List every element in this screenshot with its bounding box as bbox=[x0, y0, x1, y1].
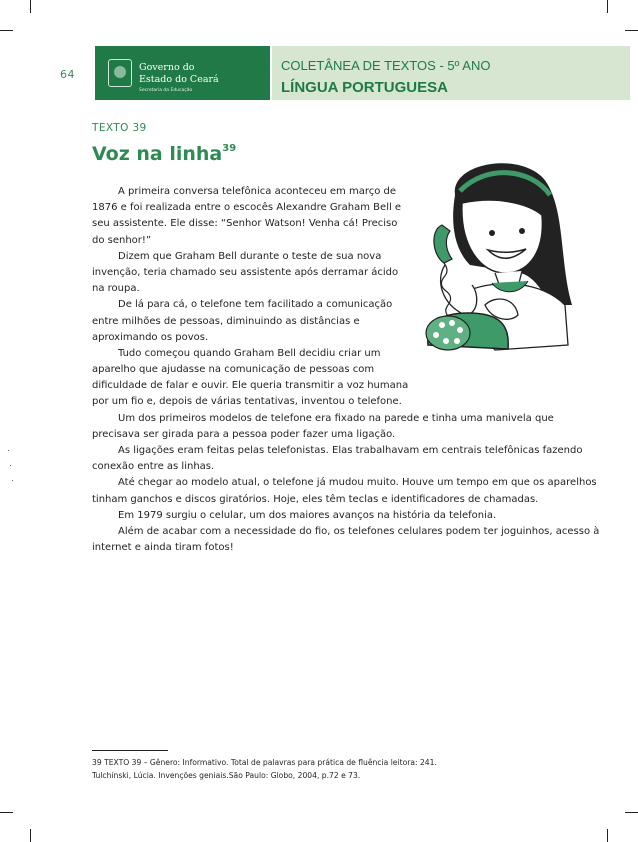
crop-mark bbox=[0, 30, 13, 31]
body-line: do senhor!” bbox=[92, 234, 152, 246]
footnote bbox=[92, 756, 437, 782]
crop-mark bbox=[625, 812, 638, 813]
body-line: seu assistente. Ele disse: “Senhor Watson! Venha cá! Preciso bbox=[92, 218, 398, 230]
crop-mark bbox=[607, 0, 608, 13]
subject-title: LÍNGUA PORTUGUESA bbox=[281, 79, 448, 96]
body-line: De lá para cá, o telefone tem facilitado a comunicação bbox=[118, 299, 393, 311]
text-number-label: TEXTO 39 bbox=[92, 122, 147, 134]
government-logo bbox=[95, 46, 342, 113]
body-line: conexão entre as linhas. bbox=[92, 461, 215, 473]
page-number: 64 bbox=[60, 68, 75, 81]
logo-line: Governo do bbox=[139, 62, 195, 73]
crop-mark bbox=[30, 829, 31, 842]
body-line: precisava ser girada para a pessoa poder fazer uma ligação. bbox=[92, 428, 396, 440]
margin-dot bbox=[12, 480, 13, 481]
title-text: Voz na linha bbox=[92, 143, 223, 165]
body-line: aproximando os povos. bbox=[92, 331, 209, 343]
body-line: Em 1979 surgiu o celular, um dos maiores avanços na história da telefonia. bbox=[118, 509, 497, 521]
paic-badge bbox=[321, 102, 361, 140]
logo-line: Secretaria da Educação bbox=[139, 88, 193, 93]
article-body bbox=[92, 184, 600, 556]
footnote-rule bbox=[92, 750, 168, 751]
body-line: internet e ainda tiram fotos! bbox=[92, 542, 234, 554]
body-line: Tudo começou quando Graham Bell decidiu criar um bbox=[118, 347, 381, 359]
body-line: Até chegar ao modelo atual, o telefone já mudou muito. Houve um tempo em que os aparelhos bbox=[118, 477, 597, 489]
body-line: aparelho que ajudasse na comunicação de pessoas com bbox=[92, 364, 375, 376]
margin-dot bbox=[10, 465, 11, 466]
article-title bbox=[92, 143, 236, 165]
body-line: invenção, teria chamado seu assistente após derramar ácido bbox=[92, 266, 399, 278]
body-line: A primeira conversa telefônica aconteceu em março de bbox=[118, 186, 397, 197]
badge-text: PAIC bbox=[326, 106, 342, 113]
body-line: na roupa. bbox=[92, 283, 140, 295]
body-line: Um dos primeiros modelos de telefone era fixado na parede e tinha uma manivela que bbox=[118, 412, 554, 424]
crop-mark bbox=[625, 30, 638, 31]
header-band bbox=[272, 46, 630, 100]
footnote-line: Tulchinski, Lúcia. Invenções geniais.São Paulo: Globo, 2004, p.72 e 73. bbox=[92, 771, 361, 780]
body-line: Além de acabar com a necessidade do fio, os telefones celulares podem ter joguinhos, acesso à bbox=[118, 525, 600, 537]
body-line: por um fio e, depois de várias tentativas, inventou o telefone. bbox=[92, 396, 402, 408]
collection-title: COLETÂNEA DE TEXTOS - 5º ANO bbox=[281, 58, 491, 73]
crop-mark bbox=[0, 812, 13, 813]
crop-mark bbox=[30, 0, 31, 13]
title-footnote-ref: 39 bbox=[222, 142, 237, 154]
body-line: Dizem que Graham Bell durante o teste de sua nova bbox=[118, 250, 382, 262]
seal-icon bbox=[108, 59, 132, 87]
footnote-line: 39 TEXTO 39 – Gênero: Informativo. Total de palavras para prática de fluência leitora: 241. bbox=[92, 758, 437, 767]
body-line: dificuldade de falar e ouvir. Ele queria transmitir a voz humana bbox=[92, 380, 409, 392]
crop-mark bbox=[607, 829, 608, 842]
body-line: tinham ganchos e discos giratórios. Hoje, eles têm teclas e identificadores de chamadas. bbox=[92, 493, 539, 505]
body-line: entre milhões de pessoas, diminuindo as distâncias e bbox=[92, 315, 360, 327]
margin-dot bbox=[8, 450, 9, 451]
body-line: As ligações eram feitas pelas telefonistas. Elas trabalhavam em centrais telefônicas fazendo bbox=[118, 445, 583, 456]
body-line: 1876 e foi realizada entre o escocês Alexandre Graham Bell e bbox=[92, 202, 402, 214]
logo-line: Estado do Ceará bbox=[139, 74, 219, 85]
